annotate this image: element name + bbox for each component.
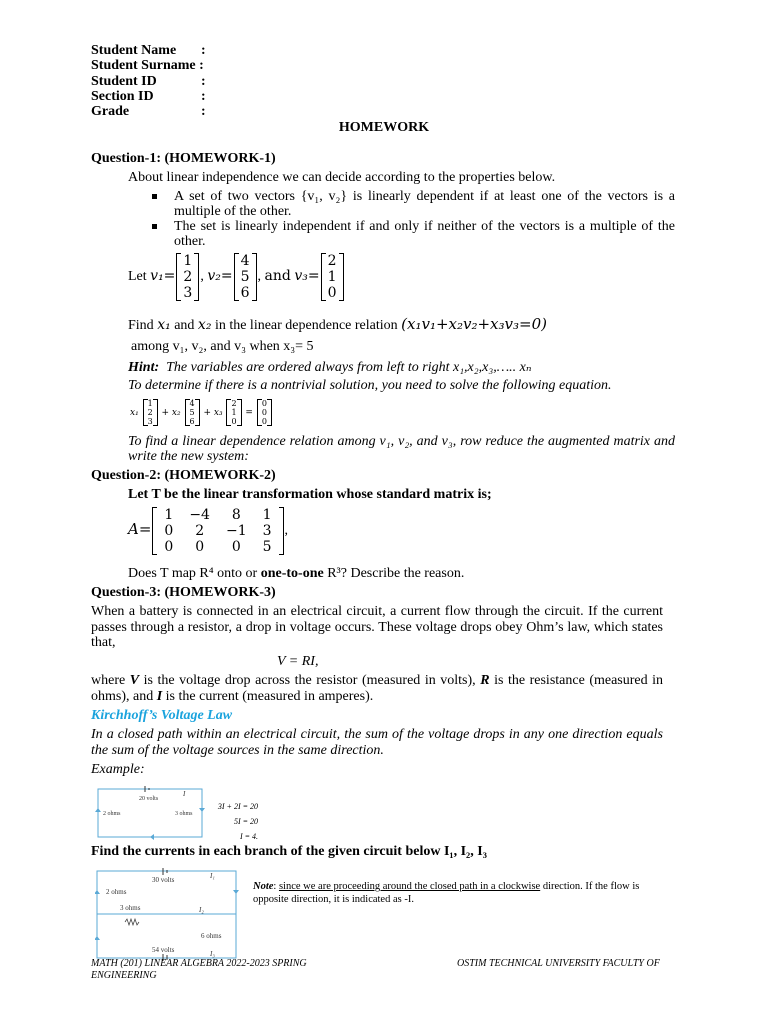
kvl-title: Kirchhoff’s Voltage Law [91,708,233,723]
ex-eq-1: 3I + 2I = 20 [217,802,258,811]
student-id-label: Student ID : [91,74,206,89]
vector-v3: 2 1 0 [321,253,344,301]
student-surname-label: Student Surname : [91,58,204,73]
find-currents: Find the currents in each branch of the given circuit below I₁, I₂, I₃ [91,844,487,859]
q2-heading: Question-2: (HOMEWORK-2) [91,468,276,483]
c2-i3-label: I₃ [210,950,215,958]
c2-r1-label: 2 ohms [106,888,127,896]
example-equations [208,799,258,844]
matrix-a: 1 −4 8 1 0 2 −1 3 0 0 0 5 [152,507,283,555]
q3-para2: where V is the voltage drop across the resistor (measured in volts), R is the resistance (measured in ohms), and I is the current (measured in amperes). [91,673,664,704]
q2-statement: Let T be the linear transformation whose standard matrix is; [128,487,492,502]
q1-find-line: Find x₁ and x₂ in the linear dependence relation (x₁v₁+x₂v₂+x₃v₃=0) [128,315,547,333]
q2-question: Does T map R⁴ onto or one-to-one R³? Describe the reason. [128,566,465,581]
q1-bullet-2: The set is linearly independent if and only if neither of the vectors is a multiple of the other. [174,219,675,249]
kvl-text: In a closed path within an electrical circuit, the sum of the voltage drops in any one direction equals the sum of the voltage sources in the same direction. [91,727,663,758]
q1-vector-equation: x₁ 1 2 3 + x₂ 4 5 6 + x₃ 2 1 0 = 0 0 0 [130,399,273,426]
ex-r1-label: 2 ohms [103,811,121,817]
ohms-law: V = RI, [277,654,319,669]
grade-label: Grade : [91,104,206,119]
ex-eq-3: I = 4. [239,832,258,841]
q1-among-line: among v₁, v₂, and v₃ when x₃= 5 [131,339,314,354]
vector-v1: 1 2 3 [176,253,199,301]
q3-heading: Question-3: (HOMEWORK-3) [91,585,276,600]
q3-para1: When a battery is connected in an electrical circuit, a current flow through the circuit. If the current passes through a resistor, a drop in voltage occurs. These voltage drops obey Ohm’s law, which states that, [91,604,663,650]
c2-r2-label: 3 ohms [120,904,141,912]
ex-i-label: I [183,790,186,798]
q1-bullet-1: A set of two vectors {v₁, v₂} is linearly dependent if at least one of the vectors is a multiple of the other. [174,189,675,219]
example-label: Example: [91,762,145,777]
q1-vectors: Let v₁= 1 2 3 , v₂= 4 5 6 , and v₃= 2 1 0 [128,253,345,301]
ex-volts-label: 20 volts [139,796,159,802]
q2-matrix: A= 1 −4 8 1 0 2 −1 3 0 0 0 5 , [128,507,289,555]
vector-v2: 4 5 6 [234,253,257,301]
page-title: HOMEWORK [338,120,430,135]
footer-right: OSTIM TECHNICAL UNIVERSITY FACULTY OF [457,958,660,969]
c2-v1-label: 30 volts [152,876,175,884]
branch-circuit-diagram [95,866,240,962]
student-name-label: Student Name : [91,43,206,58]
q1-find-relation: To find a linear dependence relation among v₁, v₂, and v₃, row reduce the augmented matrix and write the new system: [128,434,675,464]
section-id-label: Section ID : [91,89,206,104]
footer-left: MATH (201) LINEAR ALGEBRA 2022-2023 SPRING ENGINEERING [91,958,307,981]
q1-heading: Question-1: (HOMEWORK-1) [91,151,276,166]
c2-r3-label: 6 ohms [201,932,222,940]
ex-r2-label: 3 ohms [175,811,193,817]
q1-determine: To determine if there is a nontrivial solution, you need to solve the following equation. [128,378,612,393]
ex-eq-2: 5I = 20 [233,817,258,826]
c2-i1-label: I₁ [210,872,215,880]
c2-v2-label: 54 volts [152,946,175,954]
c2-i2-label: I₂ [199,906,204,914]
circuit-note: Note: since we are proceeding around the closed path in a clockwise direction. If the flow is opposite direction, it is indicated as -I. [253,881,640,905]
q1-intro: About linear independence we can decide according to the properties below. [128,170,556,185]
q1-hint: Hint: The variables are ordered always from left to right x₁,x₂,x₃,….. xₙ [128,360,532,375]
